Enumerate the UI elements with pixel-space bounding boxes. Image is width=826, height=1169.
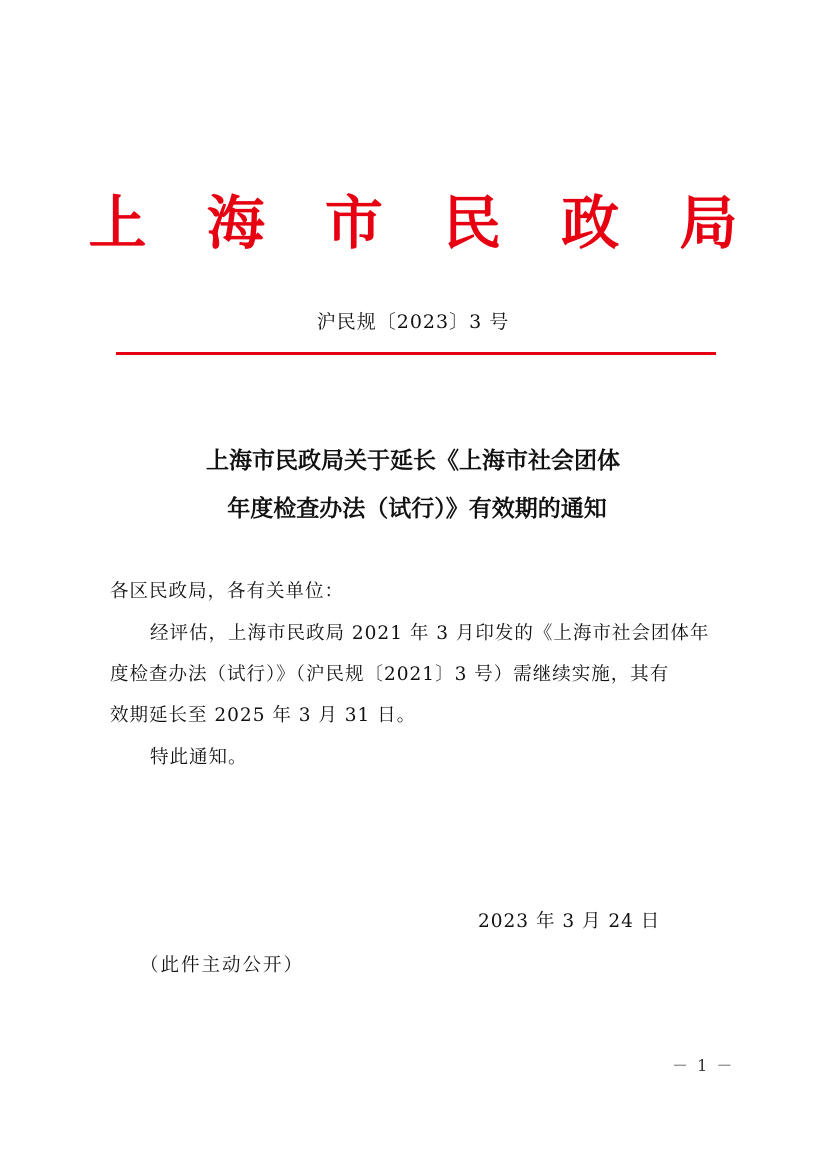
- salutation: 各区民政局，各有关单位：: [110, 581, 345, 602]
- document-title-line-2: 年度检查办法（试行）》有效期的通知: [227, 496, 607, 522]
- closing-line: 特此通知。: [150, 747, 248, 768]
- paragraph-line-2: 度检查办法（试行）》（沪民规〔2021〕3 号）需继续实施，其有: [110, 664, 670, 685]
- signing-date: 2023 年 3 月 24 日: [478, 911, 661, 932]
- disclosure-note: （此件主动公开）: [140, 955, 305, 976]
- red-header-rule: [116, 352, 716, 355]
- paragraph-line-1: 经评估，上海市民政局 2021 年 3 月印发的《上海市社会团体年: [150, 623, 710, 644]
- paragraph-line-3: 效期延长至 2025 年 3 月 31 日。: [110, 705, 417, 726]
- document-title-line-1: 上海市民政局关于延长《上海市社会团体: [206, 448, 620, 474]
- document-number: 沪民规〔2023〕3 号: [316, 311, 510, 333]
- page-number: － 1 －: [672, 1056, 735, 1075]
- agency-header: 上 海 市 民 政 局: [88, 189, 758, 257]
